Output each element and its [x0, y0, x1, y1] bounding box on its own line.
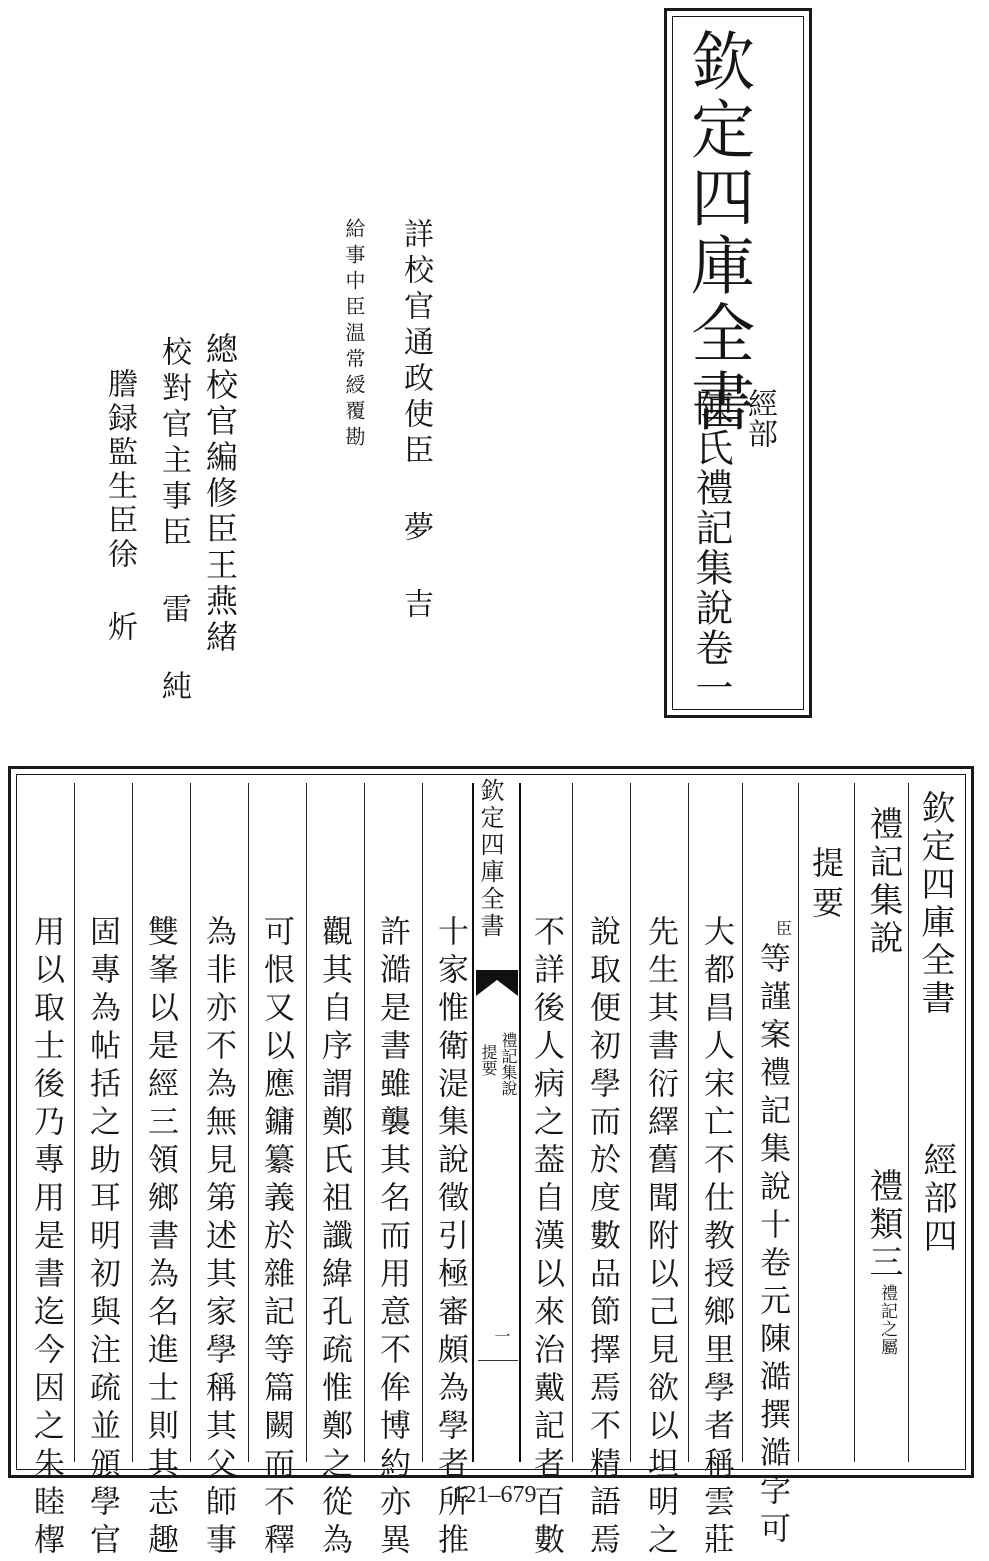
official-chief-collator: 總校官編修臣王燕緒	[201, 332, 239, 656]
margin-section: 提要	[479, 1044, 498, 1076]
page-header-title: 欽定四庫全書	[915, 790, 955, 1018]
body-line: 許澔是書雖襲其名而用意不侔博約亦異	[374, 915, 410, 1561]
column-rule	[422, 783, 423, 1462]
column-rule	[132, 783, 133, 1462]
margin-book-title: 禮記集說	[499, 1032, 518, 1096]
body-line: 不詳後人病之葢自漢以來治戴記者百數	[528, 915, 564, 1561]
margin-page-number: 一	[492, 1328, 511, 1344]
column-rule	[190, 783, 191, 1462]
book-class-note: 禮記之屬	[877, 1284, 897, 1356]
column-rule	[798, 783, 799, 1462]
column-rule	[306, 783, 307, 1462]
column-rule	[742, 783, 743, 1462]
body-line: 等謹案禮記集說十卷元陳澔撰澔字可	[754, 942, 790, 1550]
official-collator: 校對官主事臣 雷 純	[156, 336, 191, 706]
column-rule	[854, 783, 855, 1462]
body-line: 先生其書衍繹舊聞附以己見欲以坦明之	[642, 915, 678, 1561]
center-margin-rule-right	[519, 783, 521, 1462]
body-line: 十家惟衛湜集說徵引極審頗為學者所推	[432, 915, 468, 1561]
margin-divider	[478, 1360, 518, 1361]
body-line: 說取便初學而於度數品節擇焉不精語焉	[584, 915, 620, 1561]
body-line: 固專為帖括之助耳明初與注疏並頒學官	[84, 915, 120, 1561]
official-rechecker: 給事中臣温常綬覆勘	[342, 218, 366, 452]
body-line: 大都昌人宋亡不仕教授鄉里學者稱雲莊	[698, 915, 734, 1561]
official-copyist: 謄録監生臣徐 炘	[102, 368, 137, 645]
column-rule	[572, 783, 573, 1462]
center-margin-rule-left	[472, 783, 474, 1462]
book-class: 禮類三	[863, 1168, 903, 1282]
small-chen-glyph: 臣	[776, 919, 793, 938]
body-line: 可恨又以應鏞纂義於雜記等篇闕而不釋	[258, 915, 294, 1561]
column-rule	[364, 783, 365, 1462]
fishtail-ornament-icon	[476, 970, 518, 996]
column-rule	[248, 783, 249, 1462]
column-rule	[908, 783, 909, 1462]
body-line: 觀其自序謂鄭氏祖讖緯孔疏惟鄭之從為	[316, 915, 352, 1561]
slip-category: 經部	[742, 388, 777, 448]
collection-title: 欽定四庫全書	[680, 28, 754, 436]
margin-title: 欽定四庫全書	[476, 778, 504, 940]
page-category: 經部四	[917, 1142, 957, 1256]
section-heading: 提要	[807, 846, 845, 926]
body-line: 用以取士後乃專用是書迄今因之朱睦㮮	[28, 915, 64, 1561]
body-line: 雙峯以是經三領鄉書為名進士則其志趣	[142, 915, 178, 1561]
column-rule	[630, 783, 631, 1462]
book-title: 禮記集說	[863, 806, 903, 958]
body-line: 為非亦不為無見第述其家學稱其父師事	[200, 915, 236, 1561]
official-reviewer: 詳校官通政使臣 夢 吉	[398, 218, 433, 624]
column-rule	[688, 783, 689, 1462]
page-footer-number: 121–679	[452, 1482, 537, 1508]
slip-book-title: 陳氏禮記集說卷一	[689, 388, 733, 708]
column-rule	[74, 783, 75, 1462]
